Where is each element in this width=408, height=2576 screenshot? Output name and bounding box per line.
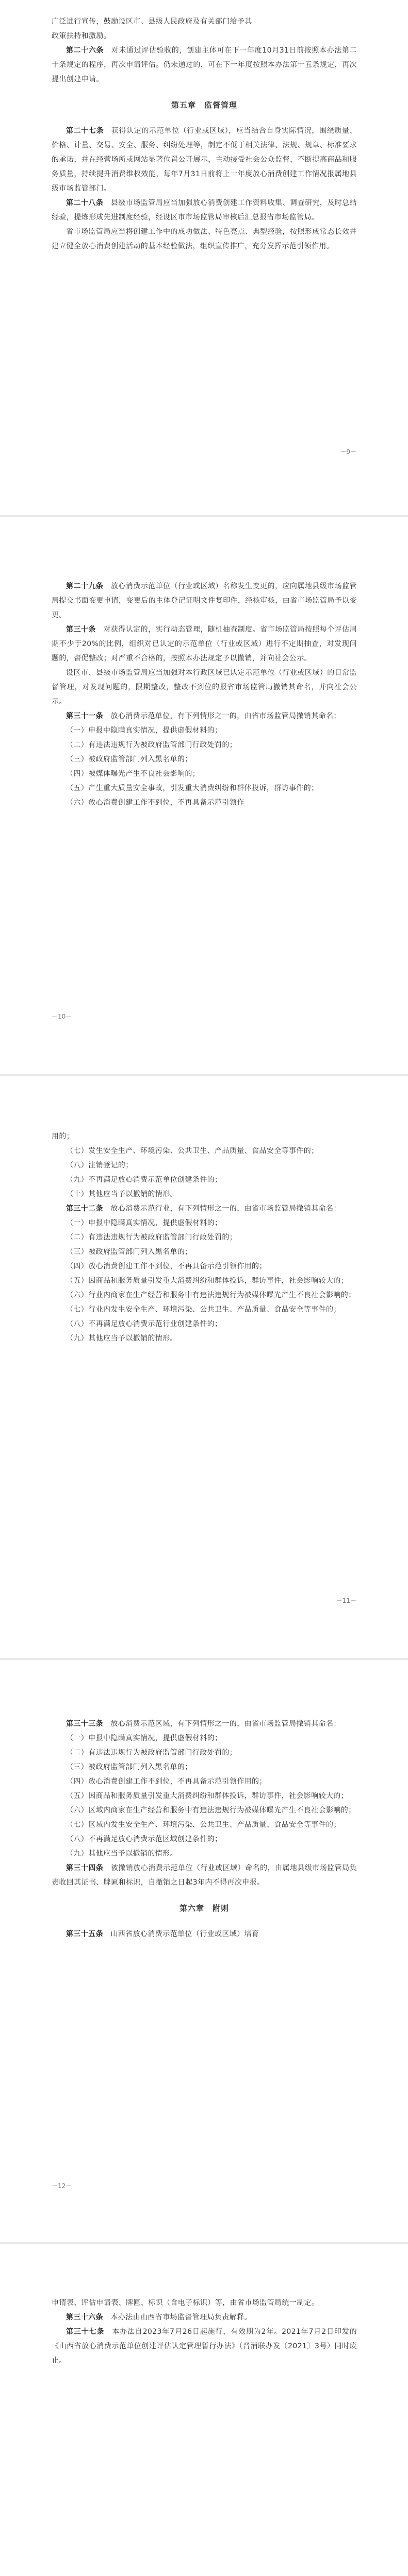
article-heading: 第三十六条 xyxy=(66,2313,103,2321)
list-item: （一）申报中隐瞒真实情况，提供虚假材料的； xyxy=(66,726,222,735)
page-number: －10－ xyxy=(52,1013,72,1020)
article-29 xyxy=(52,579,357,622)
list-item: （七）区域内发生安全生产、环境污染、公共卫生、产品质量、食品安全等事件的； xyxy=(66,1821,341,1829)
article-body: 放心消费示范单位，有下列情形之一的，由省市场监管局撤销其命名： xyxy=(110,712,341,720)
article-body: 山西省放心消费示范单位（行业或区域）培育 xyxy=(110,1930,259,1938)
list-item: （二）有违法违规行为被政府监管部门行政处罚的； xyxy=(66,741,237,749)
text-line: 广泛进行宣传，鼓励设区市、县级人民政府及有关部门给予其 xyxy=(52,18,252,26)
chapter-heading: 第五章 监督管理 xyxy=(171,100,237,110)
list-item: （九）不再满足放心消费示范单位创建条件的； xyxy=(66,1176,222,1184)
article-body: 本办法由山西省市场监督管理局负责解释。 xyxy=(110,2313,252,2321)
article-body: 对未通过评估验收的，创建主体可在下一年度10月31日前按照本办法第二十条规定的程序，再次申请评估。仍未通过的，可在下一年度按照本办法第十五条规定，再次提出创建申请。 xyxy=(52,46,357,83)
list-item: （二）有违法违规行为被政府监管部门行政处罚的； xyxy=(66,1233,237,1242)
document-page-10 xyxy=(0,517,408,1074)
text-line: 政策扶持和激励。 xyxy=(52,32,111,40)
page-12-content xyxy=(52,1717,357,1941)
paragraph: 设区市、县级市场监管局应当加强对本行政区域已认定示范单位（行业或区域）的日常监督管理，对发现问题的，限期整改，整改不到位的报省市场监管局撤销其命名，并向社会公示。 xyxy=(52,669,357,706)
article-body: 被撤销放心消费示范单位（行业或区域）命名的，由属地县级市场监管局负责收回其证书、牌匾和标识，自撤销之日起3年内不得再次申报。 xyxy=(52,1864,357,1887)
article-28 xyxy=(52,196,357,225)
article-heading: 第二十八条 xyxy=(66,199,104,207)
list-item: （一）申报中隐瞒真实情况，提供虚假材料的； xyxy=(66,1219,222,1227)
list-item: （六）行业内商家在生产经营和服务中有违法违规行为被媒体曝光产生不良社会影响的； xyxy=(66,1291,356,1299)
document-page-12 xyxy=(0,1660,408,2242)
list-item: （四）放心消费创建工作不到位，不再具备示范引领作用的； xyxy=(66,1777,267,1786)
article-heading: 第三十一条 xyxy=(66,712,103,720)
article-body: 放心消费示范单位（行业或区域）名称发生变更的，应向属地县级市场监管局提交书面变更申请，变更后的主体登记证明文件复印件，经核审核，由省市场监管局予以变更。 xyxy=(52,582,357,619)
list-item: （六）放心消费创建工作不到位，不再具备示范引领作 xyxy=(66,799,244,807)
article-heading: 第三十二条 xyxy=(66,1205,103,1213)
document-page-9 xyxy=(0,0,408,515)
list-item: （三）被政府监管部门列入黑名单的； xyxy=(66,755,192,764)
article-31 xyxy=(52,709,357,723)
list-item: （四）被媒体曝光产生不良社会影响的； xyxy=(66,770,200,778)
article-heading: 第三十七条 xyxy=(66,2328,105,2336)
article-33 xyxy=(52,1717,357,1731)
article-30 xyxy=(52,622,357,666)
article-body: 放心消费示范区域，有下列情形之一的，由省市场监管局撤销其命名： xyxy=(110,1720,341,1728)
list-item: （六）区域内商家在生产经营和服务中有违法违规行为被媒体曝光产生不良社会影响的； xyxy=(66,1806,356,1815)
paragraph: 省市场监管局应当将创建工作中的成功做法、特色亮点、典型经验，按照形成常态长效并建立健全放心消费创建活动的基本经验做法，组织宣传推广，充分发挥示范引领作用。 xyxy=(52,228,357,250)
list-item: （三）被政府监管部门列入黑名单的； xyxy=(66,1763,192,1771)
list-item: （八）注销登记的； xyxy=(66,1161,133,1170)
article-heading: 第三十五条 xyxy=(66,1930,103,1938)
article-37 xyxy=(52,2325,357,2368)
article-34 xyxy=(52,1861,357,1890)
article-heading: 第二十六条 xyxy=(66,46,104,55)
article-heading: 第三十三条 xyxy=(66,1720,103,1728)
article-body: 本办法自2023年7月26日起施行，有效期为2年。2021年7月2日印发的《山西省放心消费示范单位创建评估认定管理暂行办法》（晋消联办发〔2021〕3号）同时废止。 xyxy=(52,2328,357,2365)
list-item: （二）有违法违规行为被政府监管部门行政处罚的； xyxy=(66,1749,237,1757)
article-heading: 第三十条 xyxy=(66,625,96,634)
page-11-content xyxy=(52,1129,357,1346)
article-36 xyxy=(52,2310,357,2325)
list-item: （四）放心消费创建工作不到位，不再具备示范引领作用的； xyxy=(66,1262,267,1270)
page-10-content xyxy=(52,579,357,810)
article-body: 对获得认定的，实行动态管理，随机抽查制度。省市场监管局按照每个评估周期不少于20%的比例，组织对已认定的示范单位（行业或区域）进行不定期抽查，对发现问题的，督促整改；对严重不合格的，按照本办法规定予以撤销，并向社会公示。 xyxy=(52,625,357,663)
article-heading: 第三十四条 xyxy=(66,1864,104,1872)
article-32 xyxy=(52,1201,357,1216)
page-number: －11－ xyxy=(336,1597,356,1604)
document-page-13 xyxy=(0,2244,408,2576)
text-line: 申请表、评估申请表、牌匾、标识（含电子标识）等，由省市场监管局统一制定。 xyxy=(52,2299,319,2307)
list-item: （十）其他应当予以撤销的情形。 xyxy=(66,1190,177,1198)
list-item: （七）发生安全生产、环境污染、公共卫生、产品质量、食品安全等事件的； xyxy=(66,1147,319,1155)
article-26 xyxy=(52,43,357,87)
article-heading: 第二十七条 xyxy=(66,127,104,135)
article-27 xyxy=(52,124,357,196)
list-item: （一）申报中隐瞒真实情况，提供虚假材料的； xyxy=(66,1734,222,1742)
list-item: （五）因商品和服务质量引发重大消费纠纷和群体投诉，群访事件，社会影响较大的； xyxy=(66,1277,349,1285)
document-page-11 xyxy=(0,1076,408,1658)
article-body: 县级市场监管局应当加强放心消费创建工作资料收集、调查研究，及时总结经验，提炼形成先进制度经验，经设区市市场监管局审核后汇总报省市场监管局。 xyxy=(52,199,357,222)
article-35 xyxy=(52,1927,357,1941)
page-number: －9－ xyxy=(340,448,356,455)
list-item: （七）行业内发生安全生产、环境污染、公共卫生、产品质量、食品安全等事件的； xyxy=(66,1306,341,1314)
page-9-content xyxy=(52,14,357,253)
list-item: （九）其他应当予以撤销的情形。 xyxy=(66,1850,177,1858)
list-item: （五）产生重大质量安全事故，引发重大消费纠纷和群体投诉，群访事件的； xyxy=(66,784,319,792)
page-13-content xyxy=(52,2296,357,2368)
page-number: －12－ xyxy=(52,2182,72,2190)
article-heading: 第二十九条 xyxy=(66,582,104,590)
chapter-heading: 第六章 附则 xyxy=(179,1904,229,1913)
list-item: （八）不再满足放心消费示范区域创建条件的； xyxy=(66,1835,222,1843)
list-item: （八）不再满足放心消费示范行业创建条件的； xyxy=(66,1320,222,1328)
list-item: （九）其他应当予以撤销的情形。 xyxy=(66,1334,177,1343)
list-item: （五）因商品和服务质量引发重大消费纠纷和群体投诉，群访事件，社会影响较大的； xyxy=(66,1792,349,1800)
article-body: 放心消费示范行业，有下列情形之一的，由省市场监管局撤销其命名： xyxy=(110,1205,341,1213)
text-line: 用的； xyxy=(52,1132,74,1141)
list-item: （三）被政府监管部门列入黑名单的； xyxy=(66,1248,192,1256)
article-body: 获得认定的示范单位（行业或区域），应当结合自身实际情况，围绕质量、价格、计量、交易、安全、服务、纠纷处理等，制定不低于相关法律、法规、规章、标准要求的承诺，并在经营场所或网站显著位置公开展示，主动接受社会公众监督，不断提高商品和服务质量，持续提升消费维权效能，每年7月31日前将上一年度放心消费创建工作情况报属地县级市场监管部门。 xyxy=(52,127,357,193)
